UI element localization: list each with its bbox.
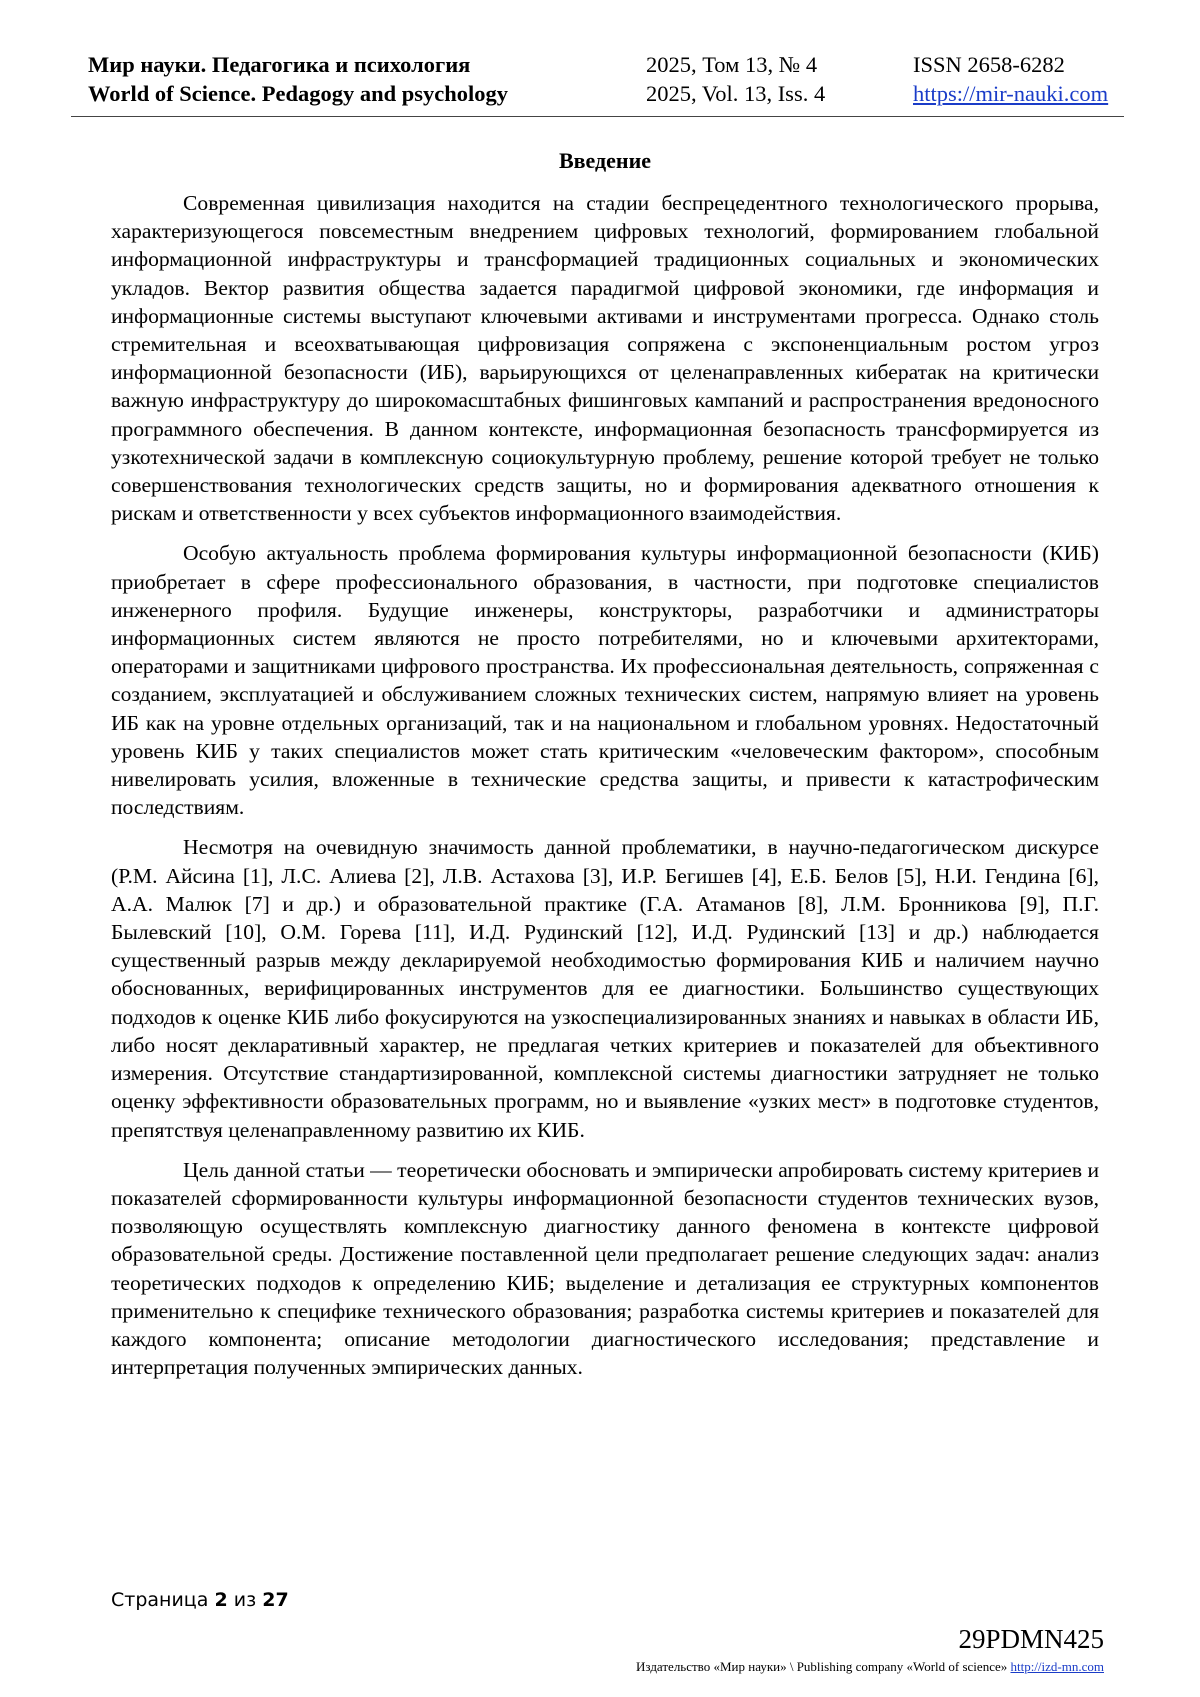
section-title: Введение [558,148,652,173]
issue-ru: 2025, Том 13, № 4 [646,52,818,77]
publisher-line [636,1659,1104,1675]
journal-site-link[interactable]: https://mir-nauki.com [913,81,1109,106]
page-of: из [233,1589,257,1611]
page-prefix: Страница [111,1589,209,1611]
issue-en: 2025, Vol. 13, Iss. 4 [646,81,826,106]
journal-title-block [88,50,508,108]
article-body [111,189,1099,1393]
page-number [111,1588,289,1612]
article-code: 29PDMN425 [958,1624,1104,1654]
page-current: 2 [214,1589,228,1611]
paragraph-relevance: Особую актуальность проблема формирования культуры информационной безопасности (КИБ) приобретает в сфере профессионального образования, в частности, при подготовке специалистов инженерного профиля. Будущие инженеры, конструкторы, разработчики и администраторы информационных систем являются не просто потребителями, но и ключевыми архитекторами, операторами и защитниками цифрового пространства. Их профессиональная деятельность, сопряженная с созданием, эксплуатацией и обслуживанием сложных технических систем, напрямую влияет на уровень ИБ как на уровне отдельных организаций, так и на национальном и глобальном уровнях. Недостаточный уровень КИБ у таких специалистов может стать критическим «человеческим фактором», способным нивелировать усилия, вложенные в технические средства защиты, и привести к катастрофическим последствиям. [111,541,1099,820]
issn: ISSN 2658-6282 [913,52,1065,77]
paragraph-goal: Цель данной статьи — теоретически обосновать и эмпирически апробировать систему критериев и показателей сформированности культуры информационной безопасности студентов технических вузов, позволяющую осуществлять комплексную диагностику данного феномена в контексте цифровой образовательной среды. Достижение поставленной цели предполагает решение следующих задач: анализ теоретических подходов к определению КИБ; выделение и детализация ее структурных компонентов применительно к специфике технического образования; разработка системы критериев и показателей для каждого компонента; описание методологии диагностического исследования; представление и интерпретация полученных эмпирических данных. [111,1157,1099,1380]
issn-block [913,50,1108,108]
issue-block [646,50,825,108]
publisher-link[interactable]: http://izd-mn.com [1010,1659,1104,1674]
journal-title-ru: Мир науки. Педагогика и психология [88,52,471,77]
journal-title-en: World of Science. Pedagogy and psychology [88,81,509,106]
page-total: 27 [262,1589,289,1611]
paragraph-intro: Современная цивилизация находится на стадии беспрецедентного технологического прорыва, характеризующегося повсеместным внедрением цифровых технологий, формированием глобальной информационной инфраструктуры и трансформацией традиционных социальных и экономических укладов. Вектор развития общества задается парадигмой цифровой экономики, где информация и информационные системы выступают ключевыми активами и инструментами прогресса. Однако столь стремительная и всеохватывающая цифровизация сопряжена с экспоненциальным ростом угроз информационной безопасности (ИБ), варьирующихся от целенаправленных кибератак на критически важную инфраструктуру до широкомасштабных фишинговых кампаний и распространения вредоносного программного обеспечения. В данном контексте, информационная безопасность трансформируется из узкотехнической задачи в комплексную социокультурную проблему, решение которой требует не только совершенствования технологических средств защиты, но и формирования адекватного отношения к рискам и ответственности у всех субъектов информационного взаимодействия. [111,191,1099,526]
publisher-text: Издательство «Мир науки» \ Publishing company «World of science» [636,1659,1008,1674]
journal-header [71,50,1124,117]
paragraph-problem: Несмотря на очевидную значимость данной проблематики, в научно-педагогическом дискурсе (Р.М. Айсина [1], Л.С. Алиева [2], Л.В. Астахова [3], И.Р. Бегишев [4], Е.Б. Белов [5], Н.И. Гендина [6], А.А. Малюк [7] и др.) и образовательной практике (Г.А. Атаманов [8], Л.М. Бронникова [9], П.Г. Былевский [10], О.М. Горева [11], И.Д. Рудинский [12], И.Д. Рудинский [13] и др.) наблюдается существенный разрыв между декларируемой необходимостью формирования КИБ и наличием научно обоснованных, верифицированных инструментов для ее диагностики. Большинство существующих подходов к оценке КИБ либо фокусируются на узкоспециализированных знаниях и навыках в области ИБ, либо носят декларативный характер, не предлагая четких критериев и показателей для объективного измерения. Отсутствие стандартизированной, комплексной системы диагностики затрудняет не только оценку эффективности образовательных программ, но и выявление «узких мест» в подготовке студентов, препятствуя целенаправленному развитию их КИБ. [111,835,1099,1142]
